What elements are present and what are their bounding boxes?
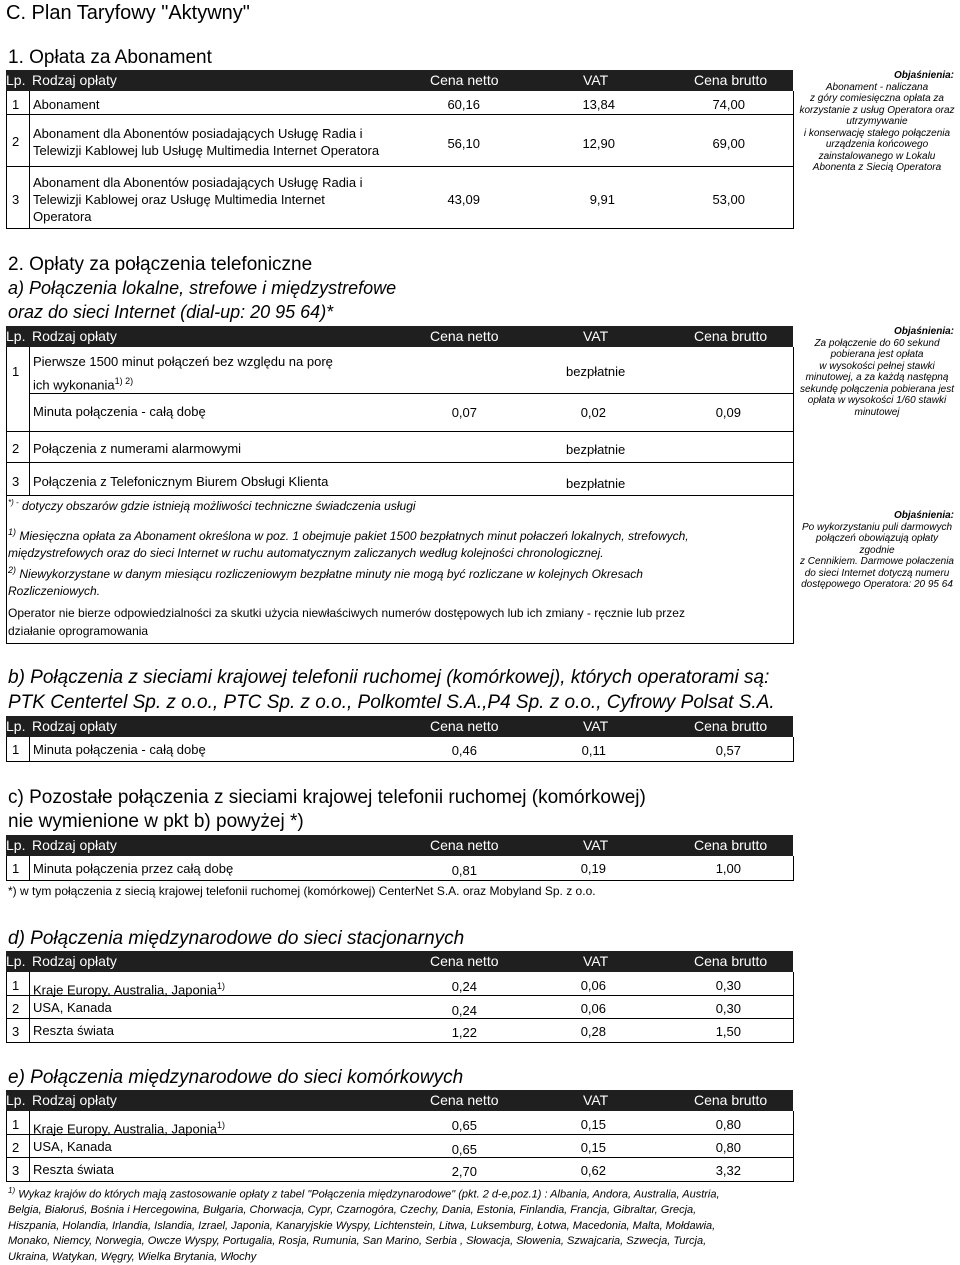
col-rodzaj: Rodzaj opłaty	[32, 953, 117, 969]
row-text-2: ich wykonania	[33, 377, 115, 393]
row-netto: 0,65	[451, 1118, 477, 1133]
footnote-line: Monako, Niemcy, Norwegia, Owcze Wyspy, Portugalia, Rosja, Rumunia, San Marino, Serbia , Słowacja, Słowenia, Szwajcaria, Szwecja, Turcja,	[8, 1235, 707, 1248]
table-header-sd	[6, 951, 793, 972]
row-brutto: 0,80	[715, 1140, 741, 1155]
note-s2a	[796, 326, 958, 418]
row-name: Abonament	[33, 97, 100, 112]
footnote-mark: *) -	[8, 498, 19, 507]
row-lp: 3	[12, 192, 20, 207]
row-name-text: Kraje Europy, Australia, Japonia	[33, 982, 218, 998]
col-lp: Lp.	[6, 837, 26, 853]
footnote-line: Belgia, Białoruś, Bośnia i Hercegowina, Bułgaria, Chorwacja, Cypr, Czarnogóra, Czechy, Dania, Estonia, Finlandia, Francja, Gibraltar, Grecja,	[8, 1204, 697, 1217]
note-line: korzystanie z usług Operatora oraz	[799, 104, 955, 116]
row-name: USA, Kanada	[33, 1139, 112, 1154]
section-b-heading-2: PTK Centertel Sp. z o.o., PTC Sp. z o.o., Polkomtel S.A.,P4 Sp. z o.o., Cyfrowy Polsat S.A.	[8, 692, 775, 713]
footnote-text: międzystrefowych oraz do sieci Internet w ruchu automatycznym zaliczanych według kolejności chronologicznej.	[8, 546, 604, 560]
col-brutto: Cena brutto	[694, 718, 768, 734]
note-line: do sieci Internet dotyczą numeru	[804, 567, 950, 579]
col-lp: Lp.	[6, 1092, 26, 1108]
col-vat: VAT	[583, 328, 609, 344]
note-line: i konserwację stałego połączenia	[803, 127, 951, 139]
row-vat: 0,15	[580, 1117, 606, 1132]
row-text	[33, 373, 133, 393]
col-lp: Lp.	[6, 953, 26, 969]
row-brutto: 1,50	[715, 1024, 741, 1039]
row-netto: 56,10	[447, 136, 480, 151]
footnote-mark: 1)	[8, 527, 17, 537]
note-title: Objaśnienia:	[893, 326, 954, 337]
note-line: Abonenta z Siecią Operatora	[812, 162, 942, 173]
col-netto: Cena netto	[430, 72, 499, 88]
row-vat: 0,15	[580, 1140, 606, 1155]
col-vat: VAT	[583, 1092, 609, 1108]
table-header-s1	[6, 70, 793, 91]
row-lp: 2	[12, 1001, 20, 1016]
row-brutto: 0,30	[715, 978, 741, 993]
row-text: Minuta połączenia - całą dobę	[33, 404, 206, 419]
note-line: sekundę połączenia pobierana jest	[800, 383, 954, 395]
col-vat: VAT	[583, 72, 609, 88]
note-line: połączeń obowiązują opłaty	[815, 533, 939, 544]
footnote-text: Rozliczeniowych.	[8, 584, 101, 598]
row-name: Reszta świata	[33, 1162, 114, 1177]
col-brutto: Cena brutto	[694, 72, 768, 88]
row-netto: 0,07	[451, 405, 477, 420]
row-lp: 1	[12, 364, 20, 379]
row-brutto: 69,00	[712, 136, 745, 151]
col-rodzaj: Rodzaj opłaty	[32, 1092, 117, 1108]
row-brutto: 3,32	[715, 1163, 741, 1178]
note-line: w wysokości pełnej stawki	[819, 360, 935, 372]
col-brutto: Cena brutto	[694, 837, 768, 853]
footnote-line: Hiszpania, Holandia, Irlandia, Islandia, Izrael, Japonia, Kanaryjskie Wyspy, Lichtenstein, Litwa, Luksemburg, Łotwa, Macedonia, Malta, Mołdawia,	[8, 1219, 716, 1232]
footnote-ref: 1)	[217, 981, 226, 991]
note-line: urządzenia końcowego	[825, 139, 929, 150]
table-header-sc	[6, 835, 793, 856]
footnote-text: dotyczy obszarów gdzie istnieją możliwości techniczne świadczenia usługi	[22, 499, 416, 513]
col-vat: VAT	[583, 718, 609, 734]
row-name-line: Abonament dla Abonentów posiadających Usługę Radia i	[33, 175, 363, 190]
row-brutto: 0,30	[715, 1001, 741, 1016]
note-line: Po wykorzystaniu puli darmowych	[801, 521, 953, 533]
table-header-sb	[6, 716, 793, 737]
footnote-mark: 1)	[8, 1186, 16, 1195]
row-vat: 0,06	[580, 978, 606, 993]
note-s2b	[796, 510, 958, 591]
row-lp: 2	[12, 1140, 20, 1155]
note-line: dostępowego Operatora: 20 95 64	[801, 579, 953, 590]
note-line: minutowej	[854, 406, 900, 418]
row-lp: 3	[12, 1024, 20, 1039]
col-rodzaj: Rodzaj opłaty	[32, 328, 117, 344]
col-brutto: Cena brutto	[694, 328, 768, 344]
footnote-line: Wykaz krajów do których mają zastosowanie opłaty z tabel "Połączenia międzynarodowe" (pkt. 2 d-e,poz.1) : Albania, Andora, Australia, Austria,	[18, 1188, 720, 1201]
row-brutto: 74,00	[712, 97, 745, 112]
row-name	[33, 1117, 225, 1137]
section-c-heading-2: nie wymienione w pkt b) powyżej *)	[8, 811, 304, 832]
footnote-text: Niewykorzystane w danym miesiącu rozliczeniowym bezpłatne minuty nie mogą być rozliczane w kolejnych Okresach	[19, 567, 643, 581]
row-lp: 3	[12, 474, 20, 489]
col-rodzaj: Rodzaj opłaty	[32, 718, 117, 734]
footnote-line: Ukraina, Watykan, Węgry, Wielka Brytania, Włochy	[8, 1250, 257, 1263]
footnote-text: Miesięczna opłata za Abonament określona w poz. 1 obejmuje pakiet 1500 bezpłatnych minut połaczeń lokalnych, strefowych,	[19, 529, 689, 543]
footnote-mark: 2)	[8, 565, 17, 575]
col-vat: VAT	[583, 837, 609, 853]
row-name	[33, 978, 225, 998]
col-brutto: Cena brutto	[694, 953, 768, 969]
row-vat: 12,90	[582, 136, 615, 151]
note-line: pobierana jest opłata	[830, 349, 924, 360]
col-netto: Cena netto	[430, 837, 499, 853]
row-netto: 0,65	[451, 1142, 477, 1157]
note-line: z Cennikiem. Darmowe połaczenia	[800, 556, 954, 567]
row-name: Reszta świata	[33, 1023, 114, 1038]
row-vat: 0,19	[580, 861, 606, 876]
row-name-line: Operatora	[33, 209, 92, 224]
section-b-heading: b) Połączenia z sieciami krajowej telefonii ruchomej (komórkowej), których operatorami są:	[8, 667, 770, 688]
row-lp: 1	[12, 742, 20, 757]
section-2a-heading: a) Połączenia lokalne, strefowe i międzystrefowe	[8, 278, 397, 298]
footnote-2	[8, 562, 788, 600]
row-lp: 1	[12, 97, 20, 112]
row-vat: 0,06	[580, 1001, 606, 1016]
row-text: Połączenia z numerami alarmowymi	[33, 441, 242, 456]
row-netto: 0,81	[451, 863, 477, 878]
row-price-free: bezpłatnie	[566, 364, 626, 379]
footnote-ref: 1) 2)	[114, 376, 134, 386]
row-price-free: bezpłatnie	[566, 476, 626, 491]
note-line: zainstalowanego w Lokalu	[818, 150, 936, 162]
row-name-text: Kraje Europy, Australia, Japonia	[33, 1121, 218, 1137]
section-c-heading: c) Pozostałe połączenia z sieciami krajowej telefonii ruchomej (komórkowej)	[8, 787, 646, 808]
section-2a-heading-2: oraz do sieci Internet (dial-up: 20 95 64)*	[8, 302, 334, 322]
row-text: Pierwsze 1500 minut połączeń bez względu na porę	[33, 354, 333, 369]
note-line: Abonament - naliczana	[825, 81, 929, 93]
section-c-footnote: *) w tym połączenia z siecią krajowej telefonii ruchomej (komórkowej) CenterNet S.A. oraz Mobyland Sp. z o.o.	[8, 884, 596, 898]
note-line: opłata w wysokości 1/60 stawki	[807, 395, 947, 406]
row-name: Minuta połączenia - całą dobę	[33, 742, 206, 757]
footnote-1	[8, 524, 788, 562]
note-s1	[796, 70, 958, 174]
row-name: USA, Kanada	[33, 1000, 112, 1015]
row-lp: 1	[12, 978, 20, 993]
col-netto: Cena netto	[430, 953, 499, 969]
page-title: C. Plan Taryfowy "Aktywny"	[6, 2, 250, 24]
row-lp: 1	[12, 861, 20, 876]
row-netto: 0,46	[451, 743, 477, 758]
col-rodzaj: Rodzaj opłaty	[32, 72, 117, 88]
table-s1	[6, 91, 794, 229]
row-brutto: 1,00	[715, 861, 741, 876]
col-netto: Cena netto	[430, 718, 499, 734]
disclaimer-line: działanie oprogramowania	[8, 624, 149, 638]
section-2-heading: 2. Opłaty za połączenia telefoniczne	[8, 254, 313, 275]
col-netto: Cena netto	[430, 1092, 499, 1108]
row-brutto: 0,09	[715, 405, 741, 420]
table-header-se	[6, 1090, 793, 1111]
footnote-star	[8, 498, 788, 513]
disclaimer-line: Operator nie bierze odpowiedzialności za skutki użycia niewłaściwych numerów dostępowych lub ich zmiany - ręcznie lub przez	[8, 606, 685, 620]
note-line: zgodnie	[859, 544, 895, 556]
table-header-s2	[6, 326, 793, 347]
note-title: Objaśnienia:	[893, 70, 954, 81]
row-vat: 0,11	[581, 743, 606, 758]
note-line: utrzymywanie	[846, 116, 908, 127]
col-lp: Lp.	[6, 72, 26, 88]
row-name: Minuta połączenia przez całą dobę	[33, 861, 234, 876]
col-vat: VAT	[583, 953, 609, 969]
note-line: z góry comiesięczna opłata za	[810, 93, 944, 104]
row-name-line: Telewizji Kablowej lub Usługę Multimedia Internet Operatora	[33, 143, 380, 158]
row-brutto: 0,57	[715, 743, 741, 758]
row-text: Połączenia z Telefonicznym Biurem Obsługi Klienta	[33, 474, 329, 489]
section-d-heading: d) Połączenia międzynarodowe do sieci stacjonarnych	[8, 928, 465, 949]
row-price-free: bezpłatnie	[566, 442, 626, 457]
row-netto: 1,22	[451, 1025, 477, 1040]
row-name-line: Abonament dla Abonentów posiadających Usługę Radia i	[33, 126, 363, 141]
col-lp: Lp.	[6, 718, 26, 734]
col-lp: Lp.	[6, 328, 26, 344]
row-netto: 0,24	[451, 979, 477, 994]
operator-disclaimer	[8, 604, 788, 640]
row-brutto: 0,80	[715, 1117, 741, 1132]
row-vat: 0,62	[580, 1163, 606, 1178]
row-lp: 3	[12, 1163, 20, 1178]
col-rodzaj: Rodzaj opłaty	[32, 837, 117, 853]
row-vat: 0,02	[580, 405, 606, 420]
row-vat: 13,84	[582, 97, 615, 112]
row-netto: 0,24	[451, 1003, 477, 1018]
row-lp: 2	[12, 134, 20, 149]
col-brutto: Cena brutto	[694, 1092, 768, 1108]
note-line: Za połączenie do 60 sekund	[814, 337, 940, 349]
row-lp: 2	[12, 441, 20, 456]
row-brutto: 53,00	[712, 192, 745, 207]
section-1-heading: 1. Opłata za Abonament	[8, 47, 212, 68]
note-line: minutowej, a za każdą następną	[805, 372, 949, 383]
section-e-heading: e) Połączenia międzynarodowe do sieci komórkowych	[8, 1067, 464, 1088]
note-title: Objaśnienia:	[893, 510, 954, 521]
row-vat: 0,28	[580, 1024, 606, 1039]
footnote-ref: 1)	[217, 1120, 226, 1130]
row-lp: 1	[12, 1117, 20, 1132]
row-vat: 9,91	[589, 192, 615, 207]
row-netto: 2,70	[451, 1164, 477, 1179]
row-netto: 60,16	[447, 97, 480, 112]
row-netto: 43,09	[447, 192, 480, 207]
country-list-footnote	[8, 1183, 788, 1265]
col-netto: Cena netto	[430, 328, 499, 344]
row-name-line: Telewizji Kablowej oraz Usługę Multimedia Internet	[33, 192, 325, 207]
